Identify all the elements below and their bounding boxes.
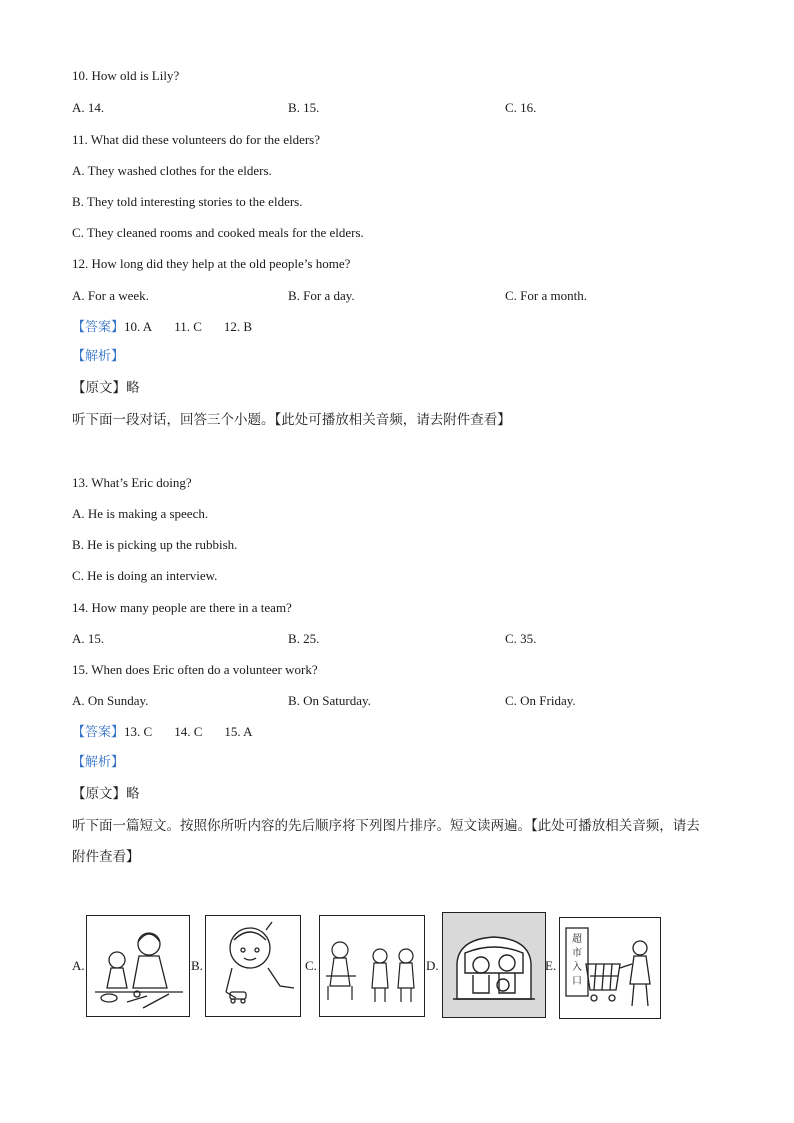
- original-text-2: [72, 786, 140, 802]
- answer-item: 13. C: [124, 724, 153, 739]
- answer-item: 11. C: [174, 319, 202, 334]
- q15-option-c: C. On Friday.: [505, 693, 576, 708]
- q11-option-c: C. They cleaned rooms and cooked meals for the elders.: [72, 225, 364, 240]
- original-content: 略: [126, 786, 140, 802]
- picture-label-a: A.: [72, 958, 85, 973]
- picture-a-cooking: [86, 915, 190, 1017]
- family-in-car-illustration: [443, 913, 545, 1017]
- q13-option-a: A. He is making a speech.: [72, 506, 209, 521]
- question-15: 15. When does Eric often do a volunteer work?: [72, 662, 318, 677]
- q15-option-a: A. On Sunday.: [72, 693, 149, 708]
- picture-label-d: D.: [426, 958, 439, 973]
- question-13: 13. What’s Eric doing?: [72, 475, 192, 490]
- picture-label-e: E.: [545, 958, 557, 973]
- original-content: 略: [126, 380, 140, 396]
- question-11: 11. What did these volunteers do for the elders?: [72, 132, 321, 147]
- answer-block-2: [72, 724, 275, 741]
- q12-option-a: A. For a week.: [72, 288, 149, 303]
- answer-block-1: [72, 319, 274, 336]
- picture-d-car: [442, 912, 546, 1018]
- q10-option-c: C. 16.: [505, 100, 537, 115]
- q14-option-b: B. 25.: [288, 631, 320, 646]
- supermarket-sign-char: 超: [572, 934, 582, 945]
- q12-option-c: C. For a month.: [505, 288, 587, 303]
- picture-label-c: C.: [305, 958, 317, 973]
- q10-option-b: B. 15.: [288, 100, 320, 115]
- boy-playing-toy-car-illustration: [206, 916, 300, 1016]
- q11-option-a: A. They washed clothes for the elders.: [72, 163, 272, 178]
- original-tag: 【原文】: [72, 380, 126, 396]
- q11-option-b: B. They told interesting stories to the elders.: [72, 194, 303, 209]
- supermarket-cart-illustration: [560, 918, 660, 1018]
- picture-b-playing: [205, 915, 301, 1017]
- supermarket-sign-char: 市: [572, 948, 582, 959]
- answer-tag: 【答案】: [72, 320, 125, 335]
- analysis-tag-1: 【解析】: [72, 349, 125, 364]
- supermarket-sign-char: 入: [572, 962, 582, 973]
- picture-label-b: B.: [191, 958, 203, 973]
- picture-e-supermarket: [559, 917, 661, 1019]
- answer-item: 12. B: [223, 319, 253, 334]
- mother-child-cooking-illustration: [87, 916, 189, 1016]
- children-with-elderly-illustration: [320, 916, 424, 1016]
- q14-option-c: C. 35.: [505, 631, 537, 646]
- q13-option-b: B. He is picking up the rubbish.: [72, 537, 238, 552]
- q14-option-a: A. 15.: [72, 631, 105, 646]
- answer-item: 15. A: [224, 724, 253, 739]
- picture-c-elderly: [319, 915, 425, 1017]
- listening-instruction-2-line1: 听下面一篇短文。按照你所听内容的先后顺序将下列图片排序。短文读两遍。【此处可播放相关音频，请去: [72, 818, 700, 834]
- q10-option-a: A. 14.: [72, 100, 105, 115]
- listening-instruction-1: 听下面一段对话，回答三个小题。【此处可播放相关音频，请去附件查看】: [72, 412, 511, 428]
- answer-item: 10. A: [124, 319, 153, 334]
- original-text-1: [72, 380, 140, 396]
- supermarket-sign-char: 口: [572, 976, 582, 987]
- question-12: 12. How long did they help at the old people’s home?: [72, 256, 351, 271]
- analysis-tag-2: 【解析】: [72, 755, 125, 770]
- q12-option-b: B. For a day.: [288, 288, 355, 303]
- listening-instruction-2-line2: 附件查看】: [72, 849, 140, 865]
- question-14: 14. How many people are there in a team?: [72, 600, 292, 615]
- answer-item: 14. C: [174, 724, 203, 739]
- question-10: 10. How old is Lily?: [72, 68, 180, 83]
- answer-tag: 【答案】: [72, 725, 125, 740]
- original-tag: 【原文】: [72, 786, 126, 802]
- q15-option-b: B. On Saturday.: [288, 693, 371, 708]
- q13-option-c: C. He is doing an interview.: [72, 568, 218, 583]
